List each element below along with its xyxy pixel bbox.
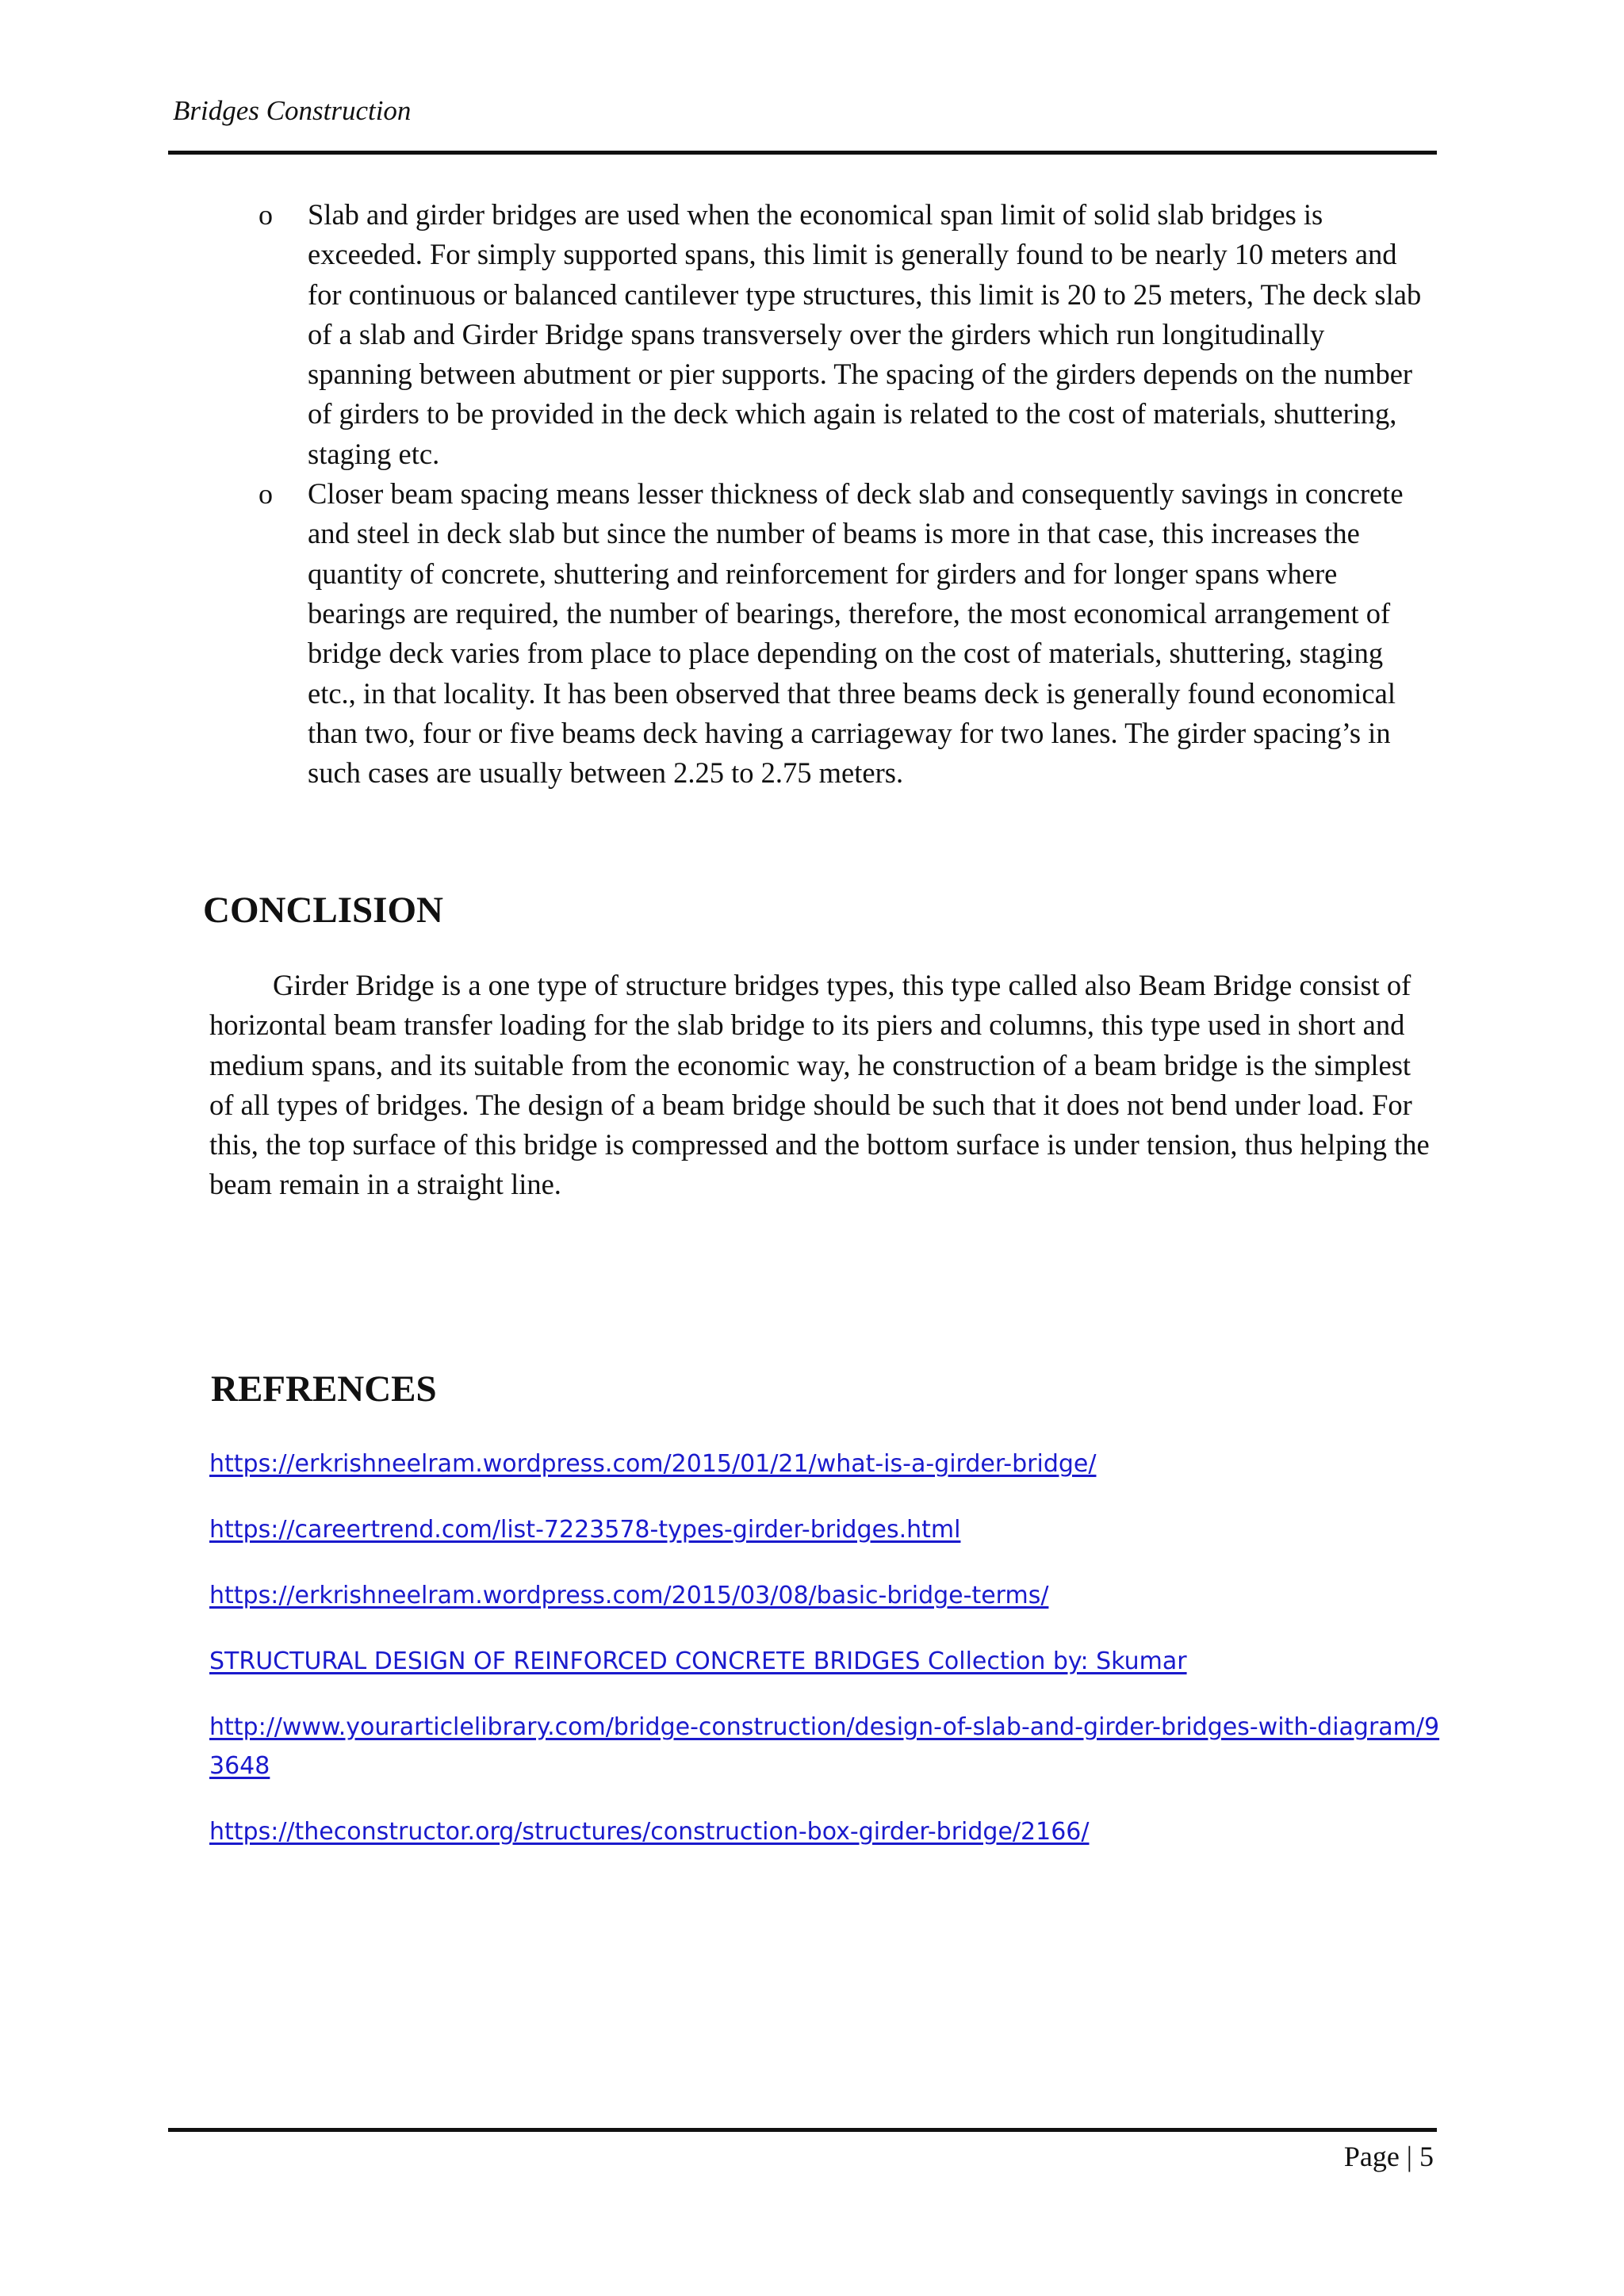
reference-link[interactable]: https://theconstructor.org/structures/construction-box-girder-bridge/2166/ bbox=[209, 1818, 1090, 1846]
reference-item bbox=[209, 1708, 1446, 1785]
bullet-list bbox=[254, 195, 1427, 793]
footer-divider bbox=[168, 2128, 1437, 2132]
bullet-item bbox=[254, 195, 1427, 474]
reference-item bbox=[209, 1445, 1446, 1483]
reference-link[interactable]: https://erkrishneelram.wordpress.com/2015/01/21/what-is-a-girder-bridge/ bbox=[209, 1450, 1097, 1478]
conclusion-heading: CONCLISION bbox=[203, 890, 443, 931]
bullet-text: Slab and girder bridges are used when the economical span limit of solid slab bridges is exceeded. For simply supported spans, this limit is generally found to be nearly 10 meters and for continuous or balanced cantilever type structures, this limit is 20 to 25 meters, The deck slab of a slab and Girder Bridge spans transversely over the girders which run longitudinally spanning between abutment or pier supports. The spacing of the girders depends on the number of girders to be provided in the deck which again is related to the cost of materials, shuttering, staging etc. bbox=[308, 198, 1422, 470]
references-heading: REFRENCES bbox=[211, 1368, 437, 1410]
bullet-item bbox=[254, 474, 1427, 793]
bullet-marker: o bbox=[259, 199, 273, 231]
reference-item bbox=[209, 1642, 1446, 1681]
page-number: Page | 5 bbox=[1343, 2141, 1434, 2172]
reference-item bbox=[209, 1812, 1446, 1851]
reference-link[interactable]: https://careertrend.com/list-7223578-types-girder-bridges.html bbox=[209, 1516, 961, 1544]
reference-link[interactable]: http://www.yourarticlelibrary.com/bridge-construction/design-of-slab-and-girder-bridges-with-diagram/93648 bbox=[209, 1713, 1440, 1780]
reference-link[interactable]: https://erkrishneelram.wordpress.com/2015/03/08/basic-bridge-terms/ bbox=[209, 1582, 1049, 1609]
running-header: Bridges Construction bbox=[173, 95, 412, 126]
bullet-marker: o bbox=[259, 478, 273, 511]
header-divider bbox=[168, 151, 1437, 155]
reference-item bbox=[209, 1576, 1446, 1615]
references-list bbox=[209, 1445, 1446, 1878]
bullet-text: Closer beam spacing means lesser thickness of deck slab and consequently savings in concrete and steel in deck slab but since the number of beams is more in that case, this increases the quantity of concrete, shuttering and reinforcement for girders and for longer spans where bearings are required, the number of bearings, therefore, the most economical arrangement of bridge deck varies from place to place depending on the cost of materials, shuttering, staging etc., in that locality. It has been observed that three beams deck is generally found economical than two, four or five beams deck having a carriageway for two lanes. The girder spacing’s in such cases are usually between 2.25 to 2.75 meters. bbox=[308, 477, 1404, 790]
reference-link[interactable]: STRUCTURAL DESIGN OF REINFORCED CONCRETE BRIDGES Collection by: Skumar bbox=[209, 1647, 1187, 1675]
reference-item bbox=[209, 1510, 1446, 1549]
conclusion-paragraph: Girder Bridge is a one type of structure bridges types, this type called also Beam Bridge consist of horizontal beam transfer loading for the slab bridge to its piers and columns, this type used in short and medium spans, and its suitable from the economic way, he construction of a beam bridge is the simplest of all types of bridges. The design of a beam bridge should be such that it does not bend under load. For this, the top surface of this bridge is compressed and the bottom surface is under tension, thus helping the beam remain in a straight line. bbox=[209, 969, 1430, 1201]
